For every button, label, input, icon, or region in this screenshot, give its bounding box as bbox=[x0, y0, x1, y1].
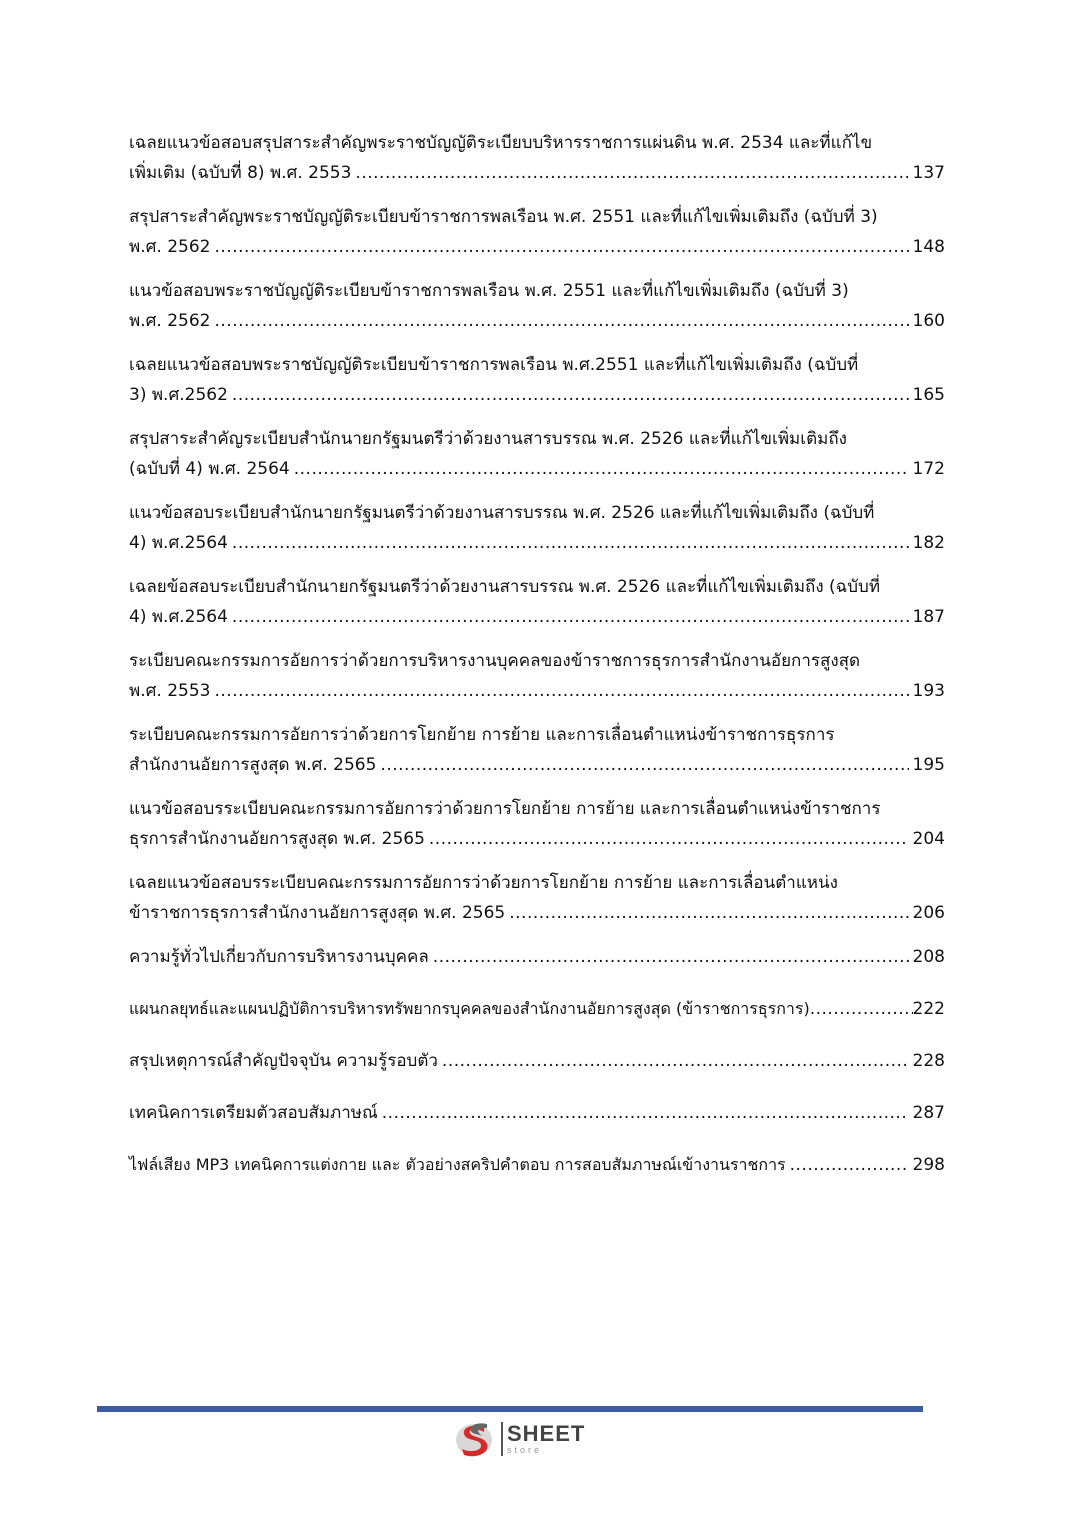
dot-leader bbox=[232, 602, 909, 632]
toc-entry-title: เฉลยแนวข้อสอบสรุปสาระสำคัญพระราชบัญญัติระเบียบบริหารราชการแผ่นดิน พ.ศ. 2534 และที่แก้ไข bbox=[129, 133, 873, 153]
dot-leader bbox=[382, 1098, 909, 1128]
toc-entry-title-cont: (ฉบับที่ 4) พ.ศ. 2564 bbox=[129, 459, 290, 479]
toc-entry-title: สรุปเหตุการณ์สำคัญปัจจุบัน ความรู้รอบตัว bbox=[129, 1051, 438, 1071]
dot-leader bbox=[355, 158, 908, 188]
toc-entry-title: สรุปสาระสำคัญระเบียบสำนักนายกรัฐมนตรีว่าด้วยงานสารบรรณ พ.ศ. 2526 และที่แก้ไขเพิ่มเติมถึง bbox=[129, 429, 847, 449]
dot-leader bbox=[509, 898, 908, 928]
sheet-store-s-logo-icon bbox=[454, 1419, 498, 1459]
dot-leader bbox=[214, 232, 908, 262]
toc-entry-title: แผนกลยุทธ์และแผนปฏิบัติการบริหารทรัพยากรบุคคลของสำนักงานอัยการสูงสุด (ข้าราชการธุรการ) bbox=[129, 999, 810, 1018]
toc-page-number: 165 bbox=[912, 385, 945, 405]
toc-entry-title-cont: 3) พ.ศ.2562 bbox=[129, 385, 228, 405]
toc-entry[interactable] bbox=[129, 202, 945, 262]
toc-entry-title: ความรู้ทั่วไปเกี่ยวกับการบริหารงานบุคคล bbox=[129, 947, 429, 967]
dot-leader bbox=[214, 676, 908, 706]
toc-entry-title: ระเบียบคณะกรรมการอัยการว่าด้วยการบริหารงานบุคคลของข้าราชการธุรการสำนักงานอัยการสูงสุด bbox=[129, 651, 861, 671]
toc-entry-title: แนวข้อสอบระเบียบสำนักนายกรัฐมนตรีว่าด้วยงานสารบรรณ พ.ศ. 2526 และที่แก้ไขเพิ่มเติมถึง (ฉบับที่ bbox=[129, 503, 875, 523]
toc-entry[interactable] bbox=[129, 1150, 945, 1180]
dot-leader bbox=[380, 750, 908, 780]
toc-entry-title-cont: พ.ศ. 2562 bbox=[129, 237, 211, 257]
toc-page-number: 204 bbox=[912, 829, 945, 849]
dot-leader bbox=[232, 528, 909, 558]
toc-entry-title: เฉลยแนวข้อสอบรระเบียบคณะกรรมการอัยการว่าด้วยการโยกย้าย การย้าย และการเลื่อนตำแหน่ง bbox=[129, 873, 838, 893]
toc-entry-title-cont: 4) พ.ศ.2564 bbox=[129, 533, 228, 553]
toc-entry-title: ระเบียบคณะกรรมการอัยการว่าด้วยการโยกย้าย การย้าย และการเลื่อนตำแหน่งข้าราชการธุรการ bbox=[129, 725, 835, 745]
toc-entry[interactable] bbox=[129, 942, 945, 972]
footer-divider-bar bbox=[97, 1406, 923, 1412]
toc-page-number: 160 bbox=[912, 311, 945, 331]
toc-entry[interactable] bbox=[129, 350, 945, 410]
toc-entry[interactable] bbox=[129, 994, 945, 1024]
toc-entry[interactable] bbox=[129, 424, 945, 484]
toc-entry-title-cont: สำนักงานอัยการสูงสุด พ.ศ. 2565 bbox=[129, 755, 377, 775]
logo-word: SHEET bbox=[507, 1421, 586, 1446]
dot-leader bbox=[790, 1150, 909, 1180]
toc-page-number: 298 bbox=[912, 1155, 945, 1175]
toc-entry-title-cont: พ.ศ. 2553 bbox=[129, 681, 211, 701]
toc-entry[interactable] bbox=[129, 128, 945, 188]
toc-entry[interactable] bbox=[129, 794, 945, 854]
logo-subword: store bbox=[507, 1445, 543, 1455]
logo-wordmark bbox=[507, 1423, 585, 1455]
toc-entry-title: เฉลยแนวข้อสอบพระราชบัญญัติระเบียบข้าราชการพลเรือน พ.ศ.2551 และที่แก้ไขเพิ่มเติมถึง (ฉบับที่ bbox=[129, 355, 859, 375]
dot-leader bbox=[294, 454, 909, 484]
toc-entry-title-cont: พ.ศ. 2562 bbox=[129, 311, 211, 331]
dot-leader bbox=[429, 824, 909, 854]
dot-leader bbox=[232, 380, 909, 410]
table-of-contents bbox=[129, 128, 945, 1202]
toc-entry[interactable] bbox=[129, 572, 945, 632]
toc-page-number: 228 bbox=[912, 1051, 945, 1071]
dot-leader bbox=[214, 306, 908, 336]
toc-entry-title-cont: เพิ่มเติม (ฉบับที่ 8) พ.ศ. 2553 bbox=[129, 163, 352, 183]
toc-page-number: 187 bbox=[912, 607, 945, 627]
toc-entry-title: เทคนิคการเตรียมตัวสอบสัมภาษณ์ bbox=[129, 1103, 378, 1123]
toc-entry-title: แนวข้อสอบพระราชบัญญัติระเบียบข้าราชการพลเรือน พ.ศ. 2551 และที่แก้ไขเพิ่มเติมถึง (ฉบับที่ 3) bbox=[129, 281, 849, 301]
toc-page-number: 208 bbox=[912, 947, 945, 967]
toc-page-number: 182 bbox=[912, 533, 945, 553]
toc-entry-title-cont: 4) พ.ศ.2564 bbox=[129, 607, 228, 627]
toc-entry[interactable] bbox=[129, 1046, 945, 1076]
toc-entry[interactable] bbox=[129, 720, 945, 780]
dot-leader bbox=[442, 1046, 909, 1076]
toc-entry-title: แนวข้อสอบรระเบียบคณะกรรมการอัยการว่าด้วยการโยกย้าย การย้าย และการเลื่อนตำแหน่งข้าราชการ bbox=[129, 799, 881, 819]
toc-entry[interactable] bbox=[129, 1098, 945, 1128]
toc-entry-title: ไฟล์เสียง MP3 เทคนิคการแต่งกาย และ ตัวอย่างสคริปคำตอบ การสอบสัมภาษณ์เข้างานราชการ bbox=[129, 1155, 786, 1174]
dot-leader bbox=[810, 994, 913, 1024]
sheet-store-logo bbox=[454, 1419, 585, 1459]
toc-page-number: 287 bbox=[912, 1103, 945, 1123]
toc-entry-title-cont: ธุรการสำนักงานอัยการสูงสุด พ.ศ. 2565 bbox=[129, 829, 425, 849]
toc-entry[interactable] bbox=[129, 276, 945, 336]
toc-page-number: 148 bbox=[912, 237, 945, 257]
toc-page-number: 172 bbox=[912, 459, 945, 479]
toc-page-number: 206 bbox=[912, 903, 945, 923]
toc-page-number: 195 bbox=[912, 755, 945, 775]
toc-page-number: 193 bbox=[912, 681, 945, 701]
dot-leader bbox=[433, 942, 909, 972]
toc-entry-title: สรุปสาระสำคัญพระราชบัญญัติระเบียบข้าราชการพลเรือน พ.ศ. 2551 และที่แก้ไขเพิ่มเติมถึง (ฉบับที่ 3) bbox=[129, 207, 878, 227]
toc-entry[interactable] bbox=[129, 498, 945, 558]
toc-entry-title-cont: ข้าราชการธุรการสำนักงานอัยการสูงสุด พ.ศ. 2565 bbox=[129, 903, 506, 923]
toc-entry-title: เฉลยข้อสอบระเบียบสำนักนายกรัฐมนตรีว่าด้วยงานสารบรรณ พ.ศ. 2526 และที่แก้ไขเพิ่มเติมถึง (ฉบับที่ bbox=[129, 577, 881, 597]
logo-divider bbox=[501, 1422, 503, 1456]
toc-entry[interactable] bbox=[129, 868, 945, 928]
toc-page-number: 137 bbox=[912, 163, 945, 183]
toc-entry[interactable] bbox=[129, 646, 945, 706]
toc-page-number: 222 bbox=[912, 999, 945, 1019]
